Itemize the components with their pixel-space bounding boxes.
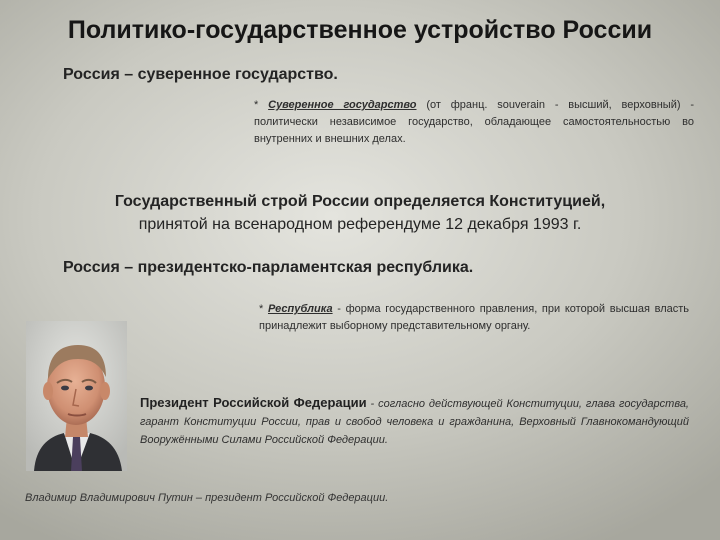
footnote-text: (от франц. souverain - высший, верховный) - политически независимое государство, обладающее самостоятельностью во внутренних и внешних делах. (254, 99, 695, 145)
constitution-line-2: принятой на всенародном референдуме 12 декабря 1993 г. (138, 216, 582, 233)
page-title: Политико-государственное устройство России (67, 16, 653, 44)
constitution-statement (20, 190, 700, 236)
republic-statement: Россия – президентско-парламентская республика. (63, 259, 474, 276)
constitution-line-1: Государственный строй России определяется Конституцией, (114, 193, 606, 210)
president-description (140, 394, 689, 449)
president-text: - согласно действующей Конституции, глава государства, гарант Конституции России, прав и свобод человека и гражданина, Верховный Главнокомандующий Вооружёнными Силами Российской Федерации. (140, 398, 689, 446)
sovereign-footnote (254, 97, 694, 148)
president-heading: Президент Российской Федерации (140, 395, 367, 410)
republic-footnote (259, 301, 689, 335)
footnote-marker: * (254, 99, 259, 111)
photo-caption: Владимир Владимирович Путин – президент Российской Федерации. (25, 492, 389, 504)
footnote-text: - форма государственного правления, при которой высшая власть принадлежит выборному представительному органу. (259, 303, 689, 332)
footnote-marker: * (259, 303, 264, 315)
sovereign-statement: Россия – суверенное государство. (63, 66, 338, 83)
footnote-term: Республика (267, 303, 333, 315)
portrait-image (26, 321, 127, 471)
president-portrait (26, 321, 127, 471)
footnote-term: Суверенное государство (268, 99, 417, 111)
